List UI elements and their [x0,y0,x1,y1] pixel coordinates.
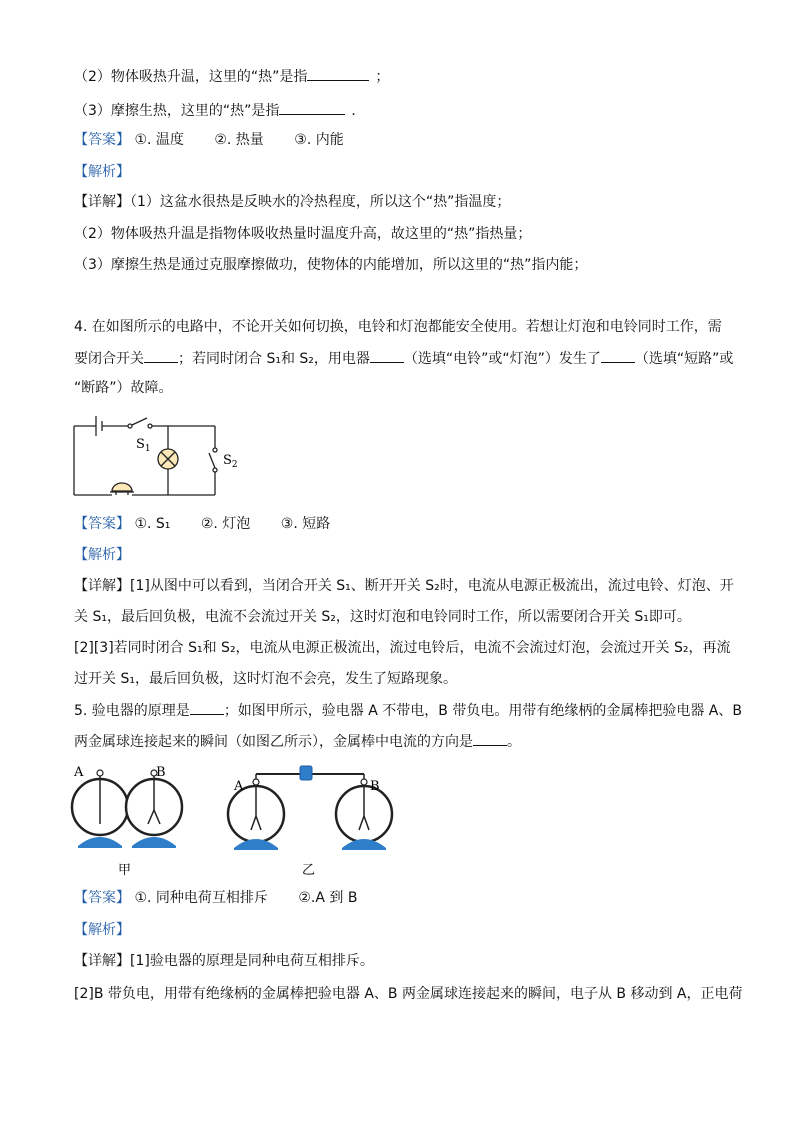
q4-analysis-label: 【解析】 [74,547,130,563]
q4-blank-2 [370,348,404,363]
caption-jia: 甲 [118,863,132,878]
lamp-icon [158,449,178,469]
q5-analysis-label: 【解析】 [74,922,130,938]
q5-detail-2: [2]B 带负电，用带有绝缘柄的金属棒把验电器 A、B 两金属球连接起来的瞬间，电子从 B 移动到 A，正电荷 [74,986,743,1002]
electroscope-a-jia [72,770,128,848]
s2-label: $S_2$ [223,453,238,470]
label-b-jia: B [156,765,166,780]
q4-stem-1: 4. 在如图所示的电路中，不论开关如何切换，电铃和灯泡都能安全使用。若想让灯泡和电铃同时工作，需 [74,319,722,335]
q5-blank-1 [190,700,224,715]
switch-s1-blade [132,418,147,425]
q4-detail-1: 【详解】[1]从图中可以看到，当闭合开关 S₁、断开开关 S₂时，电流从电源正极流出，流过电铃、灯泡、开 [74,578,734,594]
q4-answer: 【答案】 ①. S₁ ②. 灯泡 ③. 短路 [74,516,331,532]
q5-blank-2 [473,731,507,746]
q5-stem-2: 两金属球连接起来的瞬间（如图乙所示），金属棒中电流的方向是 。 [74,731,521,752]
bell-icon [110,483,134,495]
q4-detail-2: 关 S₁，最后回负极，电流不会流过开关 S₂，这时灯泡和电铃同时工作，所以需要闭合开关 S₁即可。 [74,609,691,625]
electroscope-b-yi [336,779,392,850]
q4-stem-2: 要闭合开关 ；若同时闭合 S₁和 S₂，用电器 （选填“电铃”或“灯泡”）发生了 （选填“短路”或 [74,348,733,369]
metal-rod [256,766,364,782]
q3-line-2: （2）物体吸热升温，这里的“热”是指 ； [74,66,389,87]
q3-blank-3 [279,100,345,115]
electroscope-figure [64,762,404,880]
q5-stem-1: 5. 验电器的原理是 ；如图甲所示，验电器 A 不带电，B 带负电。用带有绝缘柄的金属棒把验电器 A、B [74,700,742,721]
circuit-diagram [70,410,250,502]
label-a-jia: A [74,765,84,780]
label-a-yi: A [234,779,244,794]
s1-label: $S_1$ [136,437,151,454]
q4-blank-3 [601,348,635,363]
q4-detail-3: [2][3]若同时闭合 S₁和 S₂，电流从电源正极流出，流过电铃后，电流不会流过灯泡，会流过开关 S₂，再流 [74,640,731,656]
answer-label: 【答案】 [74,132,130,148]
label-b-yi: B [370,779,380,794]
q5-detail-1: 【详解】[1]验电器的原理是同种电荷互相排斥。 [74,953,374,969]
switch-s2 [209,448,217,472]
q3-detail-2: （2）物体吸热升温是指物体吸收热量时温度升高，故这里的“热”指热量； [74,226,532,242]
caption-yi: 乙 [302,863,316,878]
q3-analysis-label: 【解析】 [74,164,130,180]
q4-detail-4: 过开关 S₁，最后回负极，这时灯泡不会亮，发生了短路现象。 [74,671,457,687]
q3-detail-1: 【详解】（1）这盆水很热是反映水的冷热程度，所以这个“热”指温度； [74,194,511,210]
q5-answer: 【答案】 ①. 同种电荷互相排斥 ②.A 到 B [74,890,358,906]
q3-line-3: （3）摩擦生热，这里的“热”是指 ． [74,100,365,121]
q4-stem-3: “断路”）故障。 [74,380,173,396]
q4-blank-1 [144,348,178,363]
q3-blank-2 [307,66,369,81]
q3-answer: 【答案】 ①. 温度 ②. 热量 ③. 内能 [74,132,344,148]
q3-detail-3: （3）摩擦生热是通过克服摩擦做功，使物体的内能增加，所以这里的“热”指内能； [74,257,588,273]
electroscope-b-jia [126,770,182,848]
